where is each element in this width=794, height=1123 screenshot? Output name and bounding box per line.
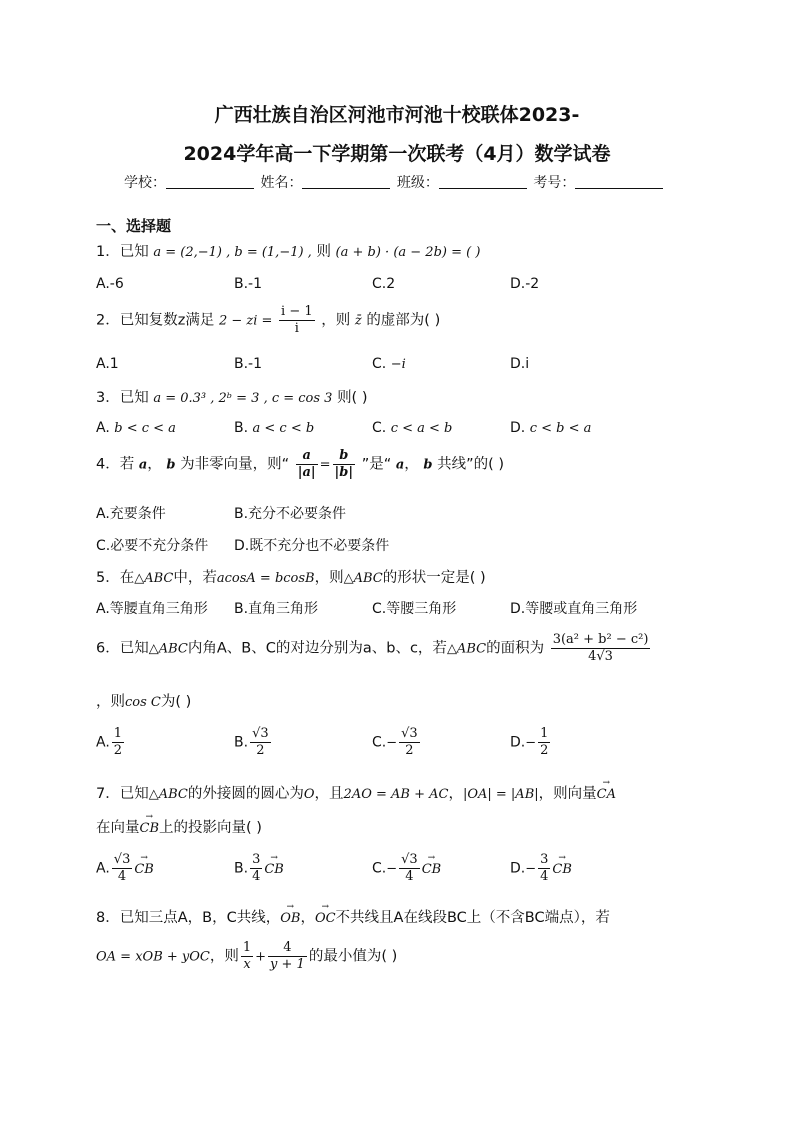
q5-text: 5．在 bbox=[96, 570, 135, 586]
question-1-stem bbox=[96, 240, 480, 261]
q4-text: 4．若 bbox=[96, 456, 135, 473]
exam-title-line2: 2024学年高一下学期第一次联考（4月）数学试卷 bbox=[183, 143, 611, 165]
q6-text-b: 内角A、B、C的对边分别为a、b、c，若 bbox=[187, 640, 447, 657]
q3-option-b-math: a < c < b bbox=[252, 421, 315, 436]
q4-frac-a-den: |a| bbox=[297, 465, 316, 480]
q2-option-c bbox=[372, 356, 406, 372]
q1-text: 1．已知 bbox=[96, 244, 149, 260]
q4-text-c: ”是“ bbox=[361, 456, 392, 473]
q5-option-d: D.等腰或直角三角形 bbox=[510, 601, 638, 617]
q6-text-e: 为( ) bbox=[160, 694, 192, 710]
q7-option-c-label: C. bbox=[372, 860, 387, 877]
q5-option-c: C.等腰三角形 bbox=[372, 601, 457, 617]
q6-option-d-label: D. bbox=[510, 734, 526, 751]
q3-option-a-math: b < c < a bbox=[114, 421, 176, 436]
q7-triangle: △ABC bbox=[148, 787, 188, 802]
q4-option-c: C.必要不充分条件 bbox=[96, 538, 209, 554]
class-blank bbox=[439, 174, 527, 189]
q3-option-b bbox=[234, 420, 314, 436]
q8-frac2-num: 4 bbox=[268, 940, 307, 957]
q7-option-a-label: A. bbox=[96, 860, 110, 877]
name-label: 姓名： bbox=[260, 175, 303, 191]
q7-magnitude-eq: |OA| = |AB| bbox=[462, 787, 539, 802]
q2-text: 2．已知复数z满足 bbox=[96, 312, 215, 329]
q6-option-d-den: 2 bbox=[540, 743, 549, 758]
q7-option-c-sign: − bbox=[386, 861, 398, 877]
q7-option-a-num: √3 bbox=[113, 852, 131, 867]
q4-option-b: B.充分不必要条件 bbox=[234, 506, 347, 522]
q3-option-c-math: c < a < b bbox=[390, 421, 453, 436]
q8-frac2-den: y + 1 bbox=[270, 957, 305, 972]
q4-equals: = bbox=[319, 457, 331, 473]
q5-option-b: B.直角三角形 bbox=[234, 601, 319, 617]
exam-number-label: 考号： bbox=[533, 175, 576, 191]
q3-option-d-label: D. bbox=[510, 420, 526, 436]
q7-option-d-label: D. bbox=[510, 860, 526, 877]
q3-option-c bbox=[372, 420, 452, 436]
q3-option-a bbox=[96, 420, 176, 436]
q4-option-d: D.既不充分也不必要条件 bbox=[234, 538, 390, 554]
q6-area-fraction bbox=[551, 632, 651, 665]
q7-option-b-num: 3 bbox=[252, 852, 261, 867]
q2-option-d: D.i bbox=[510, 356, 530, 372]
school-label: 学校： bbox=[124, 175, 166, 191]
q7-option-a-den: 4 bbox=[117, 869, 127, 884]
class-label: 班级： bbox=[396, 175, 439, 191]
q1-vectors: a = (2,−1) , b = (1,−1) , bbox=[153, 245, 312, 260]
q3-option-c-label: C. bbox=[372, 420, 387, 436]
q1-option-c: C.2 bbox=[372, 276, 396, 292]
q8-vector-ob: → OB bbox=[280, 911, 300, 926]
q2-frac-denominator: i bbox=[294, 321, 299, 336]
q5-triangle-2: △ABC bbox=[343, 571, 383, 586]
q6-option-b-num: √3 bbox=[252, 726, 269, 741]
q6-option-d-frac bbox=[538, 726, 550, 759]
q2-option-c-label: C. bbox=[372, 356, 387, 372]
q7-text-e: ，则向量 bbox=[538, 786, 597, 802]
question-4-stem: 4．若 a， b 为非零向量，则“ $\frac{a}{|a|}$ = $\frac{b}{|b|}$ ”是“ a， b 共线”的( ) bbox=[96, 448, 505, 480]
q6-option-a bbox=[96, 726, 126, 759]
q7-option-a-vector: → CB bbox=[134, 862, 154, 877]
q6-cosc: cos C bbox=[125, 695, 161, 710]
q5-text-d: 的形状一定是( ) bbox=[382, 570, 486, 586]
q5-option-a: A.等腰直角三角形 bbox=[96, 601, 208, 617]
q7-text-g: 上的投影向量( ) bbox=[159, 820, 262, 836]
q6-option-a-num: 1 bbox=[113, 726, 123, 741]
q3-text: 3．已知 bbox=[96, 390, 149, 406]
q4-vector-b2: b bbox=[423, 457, 433, 473]
q8-plus: + bbox=[255, 949, 267, 965]
q6-triangle-2: △ABC bbox=[446, 641, 487, 657]
q7-vector-ca: → CA bbox=[597, 787, 616, 802]
q7-option-d-vector: → CB bbox=[552, 862, 572, 877]
q8-text-d: ，则 bbox=[209, 948, 239, 965]
q8-text-c: 不共线且A在线段BC上（不含BC端点），若 bbox=[335, 910, 610, 926]
q6-option-c bbox=[372, 726, 422, 759]
q4-vector-a: a bbox=[138, 457, 148, 473]
q8-frac1-num: 1 bbox=[242, 940, 252, 955]
q5-condition: acosA = bcosB bbox=[216, 571, 315, 586]
q4-frac-b-den: |b| bbox=[334, 465, 354, 480]
q4-frac-a-num: a bbox=[296, 448, 318, 465]
q6-option-c-label: C. bbox=[372, 734, 387, 751]
q8-fraction-1 bbox=[241, 940, 253, 973]
q5-triangle: △ABC bbox=[134, 571, 174, 586]
q7-option-d-frac bbox=[538, 852, 550, 885]
exam-number-blank bbox=[575, 174, 663, 189]
q8-fraction-2 bbox=[268, 940, 307, 973]
q6-option-a-frac bbox=[112, 726, 124, 759]
q7-center-o: O bbox=[303, 787, 315, 802]
q1-dot-product: (a + b) · (a − 2b) = ( ) bbox=[335, 245, 481, 260]
q6-option-c-frac bbox=[399, 726, 420, 759]
q7-vector-eq: 2AO = AB + AC bbox=[343, 787, 449, 802]
q2-text-b: ，则 bbox=[321, 312, 351, 329]
q5-text-b: 中，若 bbox=[173, 570, 217, 586]
q1-option-d: D.-2 bbox=[510, 276, 540, 292]
name-blank bbox=[302, 174, 390, 189]
q6-text: 6．已知 bbox=[96, 640, 149, 657]
q8-frac1-den: x bbox=[243, 957, 251, 972]
q2-frac-numerator: i − 1 bbox=[281, 304, 313, 319]
question-6-stem bbox=[96, 632, 652, 665]
q6-text-d: ，则 bbox=[96, 694, 125, 710]
q6-frac-numerator: 3(a² + b² − c²) bbox=[552, 632, 649, 647]
q7-option-a-frac bbox=[112, 852, 133, 885]
q7-option-d-num: 3 bbox=[540, 852, 549, 867]
q3-text-b: 则( ) bbox=[337, 390, 368, 406]
question-5-stem bbox=[96, 566, 486, 587]
question-8-stem bbox=[96, 906, 610, 927]
q4-text-d: 共线”的( ) bbox=[437, 456, 505, 473]
school-blank bbox=[166, 174, 254, 189]
question-8-stem-line2 bbox=[96, 940, 397, 973]
q6-option-b-label: B. bbox=[234, 734, 249, 751]
q8-vector-oc: → OC bbox=[315, 911, 336, 926]
q6-frac-denominator: 4√3 bbox=[588, 649, 613, 664]
question-7-stem-line2 bbox=[96, 816, 262, 837]
q6-option-d-num: 1 bbox=[540, 726, 549, 741]
q3-definitions: a = 0.3³ , 2ᵇ = 3 , c = cos 3 bbox=[153, 391, 333, 406]
exam-title-line1: 广西壮族自治区河池市河池十校联体2023- bbox=[214, 104, 580, 126]
q6-option-b-frac bbox=[250, 726, 271, 759]
q6-option-b bbox=[234, 726, 273, 759]
q2-equation: 2 − zi = bbox=[218, 313, 273, 329]
q6-option-a-label: A. bbox=[96, 734, 110, 751]
q7-option-d-den: 4 bbox=[540, 869, 549, 884]
q7-option-c-den: 4 bbox=[405, 869, 414, 884]
q7-option-b-den: 4 bbox=[252, 869, 261, 884]
q6-option-d-sign: − bbox=[525, 735, 537, 751]
q4-option-a: A.充要条件 bbox=[96, 506, 166, 522]
q6-option-c-den: 2 bbox=[405, 743, 414, 758]
q7-option-c-num: √3 bbox=[401, 852, 418, 867]
section-heading: 一、选择题 bbox=[96, 217, 172, 235]
q3-option-b-label: B. bbox=[234, 420, 249, 436]
q7-option-b bbox=[234, 852, 284, 885]
q7-text-b: 的外接圆的圆心为 bbox=[187, 786, 304, 802]
q4-frac-b-num: b bbox=[333, 448, 356, 465]
q6-option-c-num: √3 bbox=[401, 726, 418, 741]
q4-fraction-b bbox=[333, 448, 356, 481]
q4-vector-b: b bbox=[166, 457, 176, 473]
q2-conjugate: z̄ bbox=[354, 313, 362, 329]
q3-option-a-label: A. bbox=[96, 420, 110, 436]
q2-option-b: B.-1 bbox=[234, 356, 263, 372]
q7-option-d bbox=[510, 852, 572, 885]
q6-text-c: 的面积为 bbox=[486, 640, 545, 657]
question-7-stem bbox=[96, 782, 616, 803]
q1-option-a: A.-6 bbox=[96, 276, 124, 292]
q8-text: 8．已知三点A，B，C共线， bbox=[96, 910, 281, 926]
q2-option-a: A.1 bbox=[96, 356, 119, 372]
q7-text-c: ，且 bbox=[314, 786, 344, 802]
q4-vector-a2: a bbox=[395, 457, 405, 473]
q6-triangle: △ABC bbox=[148, 641, 188, 657]
q8-text-e: 的最小值为( ) bbox=[308, 948, 398, 965]
question-3-stem bbox=[96, 386, 368, 407]
q7-text-d: ， bbox=[448, 786, 463, 802]
q5-text-c: ，则 bbox=[314, 570, 344, 586]
q6-option-d bbox=[510, 726, 552, 759]
question-2-stem bbox=[96, 304, 440, 337]
q7-option-a bbox=[96, 852, 154, 885]
q2-option-c-math: −i bbox=[390, 357, 406, 372]
q8-text-b: ， bbox=[300, 910, 315, 926]
q3-option-d bbox=[510, 420, 591, 436]
q1-text-b: 则 bbox=[316, 244, 331, 260]
q7-text: 7．已知 bbox=[96, 786, 149, 802]
q2-fraction bbox=[279, 304, 315, 337]
student-info-line bbox=[124, 172, 665, 192]
q7-option-b-frac bbox=[250, 852, 262, 885]
q6-option-c-sign: − bbox=[386, 735, 398, 751]
question-6-stem-line2 bbox=[96, 690, 191, 711]
q3-option-d-math: c < b < a bbox=[529, 421, 592, 436]
q7-vector-cb: → CB bbox=[140, 821, 160, 836]
q7-option-c bbox=[372, 852, 441, 885]
q6-option-a-den: 2 bbox=[113, 743, 123, 758]
q4-text-b: 为非零向量，则“ bbox=[180, 456, 290, 473]
q7-text-f: 在向量 bbox=[96, 820, 140, 836]
q4-fraction-a bbox=[296, 448, 318, 481]
q7-option-c-frac bbox=[399, 852, 420, 885]
q7-option-b-label: B. bbox=[234, 860, 249, 877]
q6-option-b-den: 2 bbox=[256, 743, 265, 758]
q1-option-b: B.-1 bbox=[234, 276, 263, 292]
q2-text-c: 的虚部为( ) bbox=[366, 312, 441, 329]
q8-vector-decomposition: OA = xOB + yOC bbox=[96, 949, 210, 965]
q7-option-c-vector: → CB bbox=[422, 862, 442, 877]
q7-option-d-sign: − bbox=[525, 861, 537, 877]
q7-option-b-vector: → CB bbox=[264, 862, 284, 877]
